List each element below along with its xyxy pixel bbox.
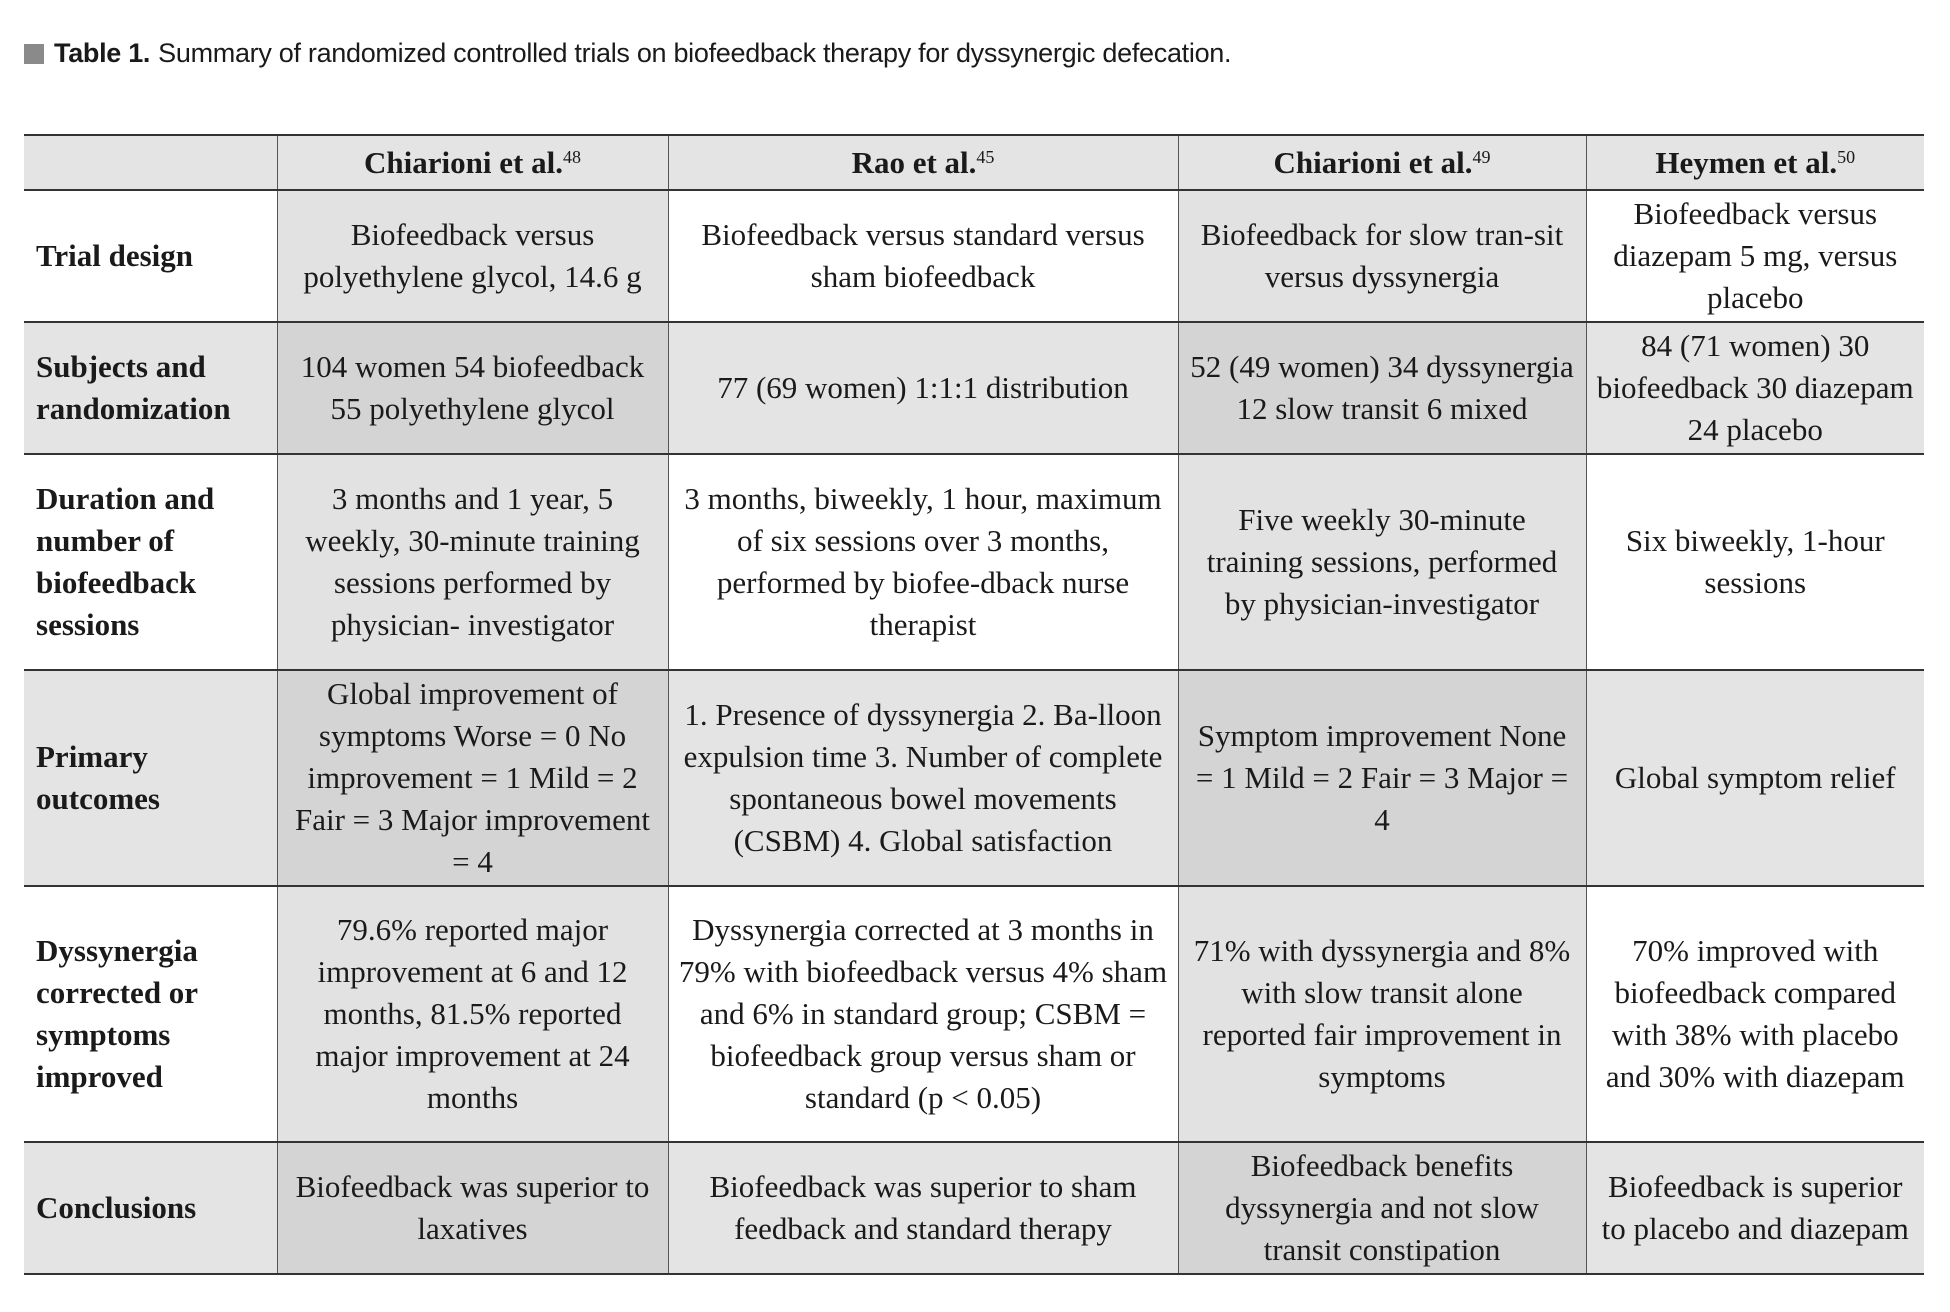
table-cell: 70% improved with biofeedback compared with 38% with placebo and 30% with diazepam — [1586, 886, 1924, 1142]
table-header-row — [24, 135, 1924, 190]
table-cell: Global improvement of symptoms Worse = 0 No improvement = 1 Mild = 2 Fair = 3 Major improvement = 4 — [277, 670, 668, 886]
row-label: Duration and number of biofeedback sessions — [24, 454, 277, 670]
table-cell: Biofeedback versus diazepam 5 mg, versus placebo — [1586, 190, 1924, 322]
table-cell: Biofeedback was superior to sham feedback and standard therapy — [668, 1142, 1178, 1274]
table-row — [24, 1142, 1924, 1274]
table-cell: 52 (49 women) 34 dyssynergia 12 slow transit 6 mixed — [1178, 322, 1586, 454]
table-cell: 1. Presence of dyssynergia 2. Ba-lloon expulsion time 3. Number of complete spontaneous bowel movements (CSBM) 4. Global satisfaction — [668, 670, 1178, 886]
column-header: Rao et al.$^{45}$ — [668, 135, 1178, 190]
caption-square-icon — [24, 44, 44, 64]
table-cell: Five weekly 30-minute training sessions, performed by physician-investigator — [1178, 454, 1586, 670]
table-cell: 71% with dyssynergia and 8% with slow transit alone reported fair improvement in symptoms — [1178, 886, 1586, 1142]
column-header: Heymen et al.$^{50}$ — [1586, 135, 1924, 190]
table-cell: Biofeedback for slow tran-sit versus dyssynergia — [1178, 190, 1586, 322]
table-cell: 104 women 54 biofeedback 55 polyethylene glycol — [277, 322, 668, 454]
table-caption — [24, 38, 1231, 69]
table-cell: Biofeedback versus standard versus sham biofeedback — [668, 190, 1178, 322]
row-label: Primary outcomes — [24, 670, 277, 886]
table-row — [24, 190, 1924, 322]
column-header: Chiarioni et al.$^{48}$ — [277, 135, 668, 190]
table-cell: Six biweekly, 1-hour sessions — [1586, 454, 1924, 670]
table-row — [24, 886, 1924, 1142]
corner-cell — [24, 135, 277, 190]
table-cell: Global symptom relief — [1586, 670, 1924, 886]
row-label: Dyssynergia corrected or symptoms improved — [24, 886, 277, 1142]
table-cell: 79.6% reported major improvement at 6 and 12 months, 81.5% reported major improvement at 24 months — [277, 886, 668, 1142]
row-label: Trial design — [24, 190, 277, 322]
row-label: Conclusions — [24, 1142, 277, 1274]
table-cell: 84 (71 women) 30 biofeedback 30 diazepam 24 placebo — [1586, 322, 1924, 454]
column-header: Chiarioni et al.$^{49}$ — [1178, 135, 1586, 190]
table-cell: 3 months and 1 year, 5 weekly, 30-minute training sessions performed by physician- investigator — [277, 454, 668, 670]
table-cell: Symptom improvement None = 1 Mild = 2 Fair = 3 Major = 4 — [1178, 670, 1586, 886]
table-row — [24, 322, 1924, 454]
table-cell: 3 months, biweekly, 1 hour, maximum of six sessions over 3 months, performed by biofee-dback nurse therapist — [668, 454, 1178, 670]
table-cell: Biofeedback was superior to laxatives — [277, 1142, 668, 1274]
caption-text: Summary of randomized controlled trials on biofeedback therapy for dyssynergic defecation. — [158, 38, 1232, 68]
table-row — [24, 454, 1924, 670]
caption-label: Table 1. — [54, 38, 151, 68]
table-cell: Biofeedback versus polyethylene glycol, 14.6 g — [277, 190, 668, 322]
table-cell: 77 (69 women) 1:1:1 distribution — [668, 322, 1178, 454]
table-cell: Biofeedback benefits dyssynergia and not slow transit constipation — [1178, 1142, 1586, 1274]
table-row — [24, 670, 1924, 886]
table-cell: Dyssynergia corrected at 3 months in 79% with biofeedback versus 4% sham and 6% in standard group; CSBM = biofeedback group versus sham or standard (p < 0.05) — [668, 886, 1178, 1142]
trials-table — [24, 134, 1924, 1275]
row-label: Subjects and randomization — [24, 322, 277, 454]
table-cell: Biofeedback is superior to placebo and diazepam — [1586, 1142, 1924, 1274]
